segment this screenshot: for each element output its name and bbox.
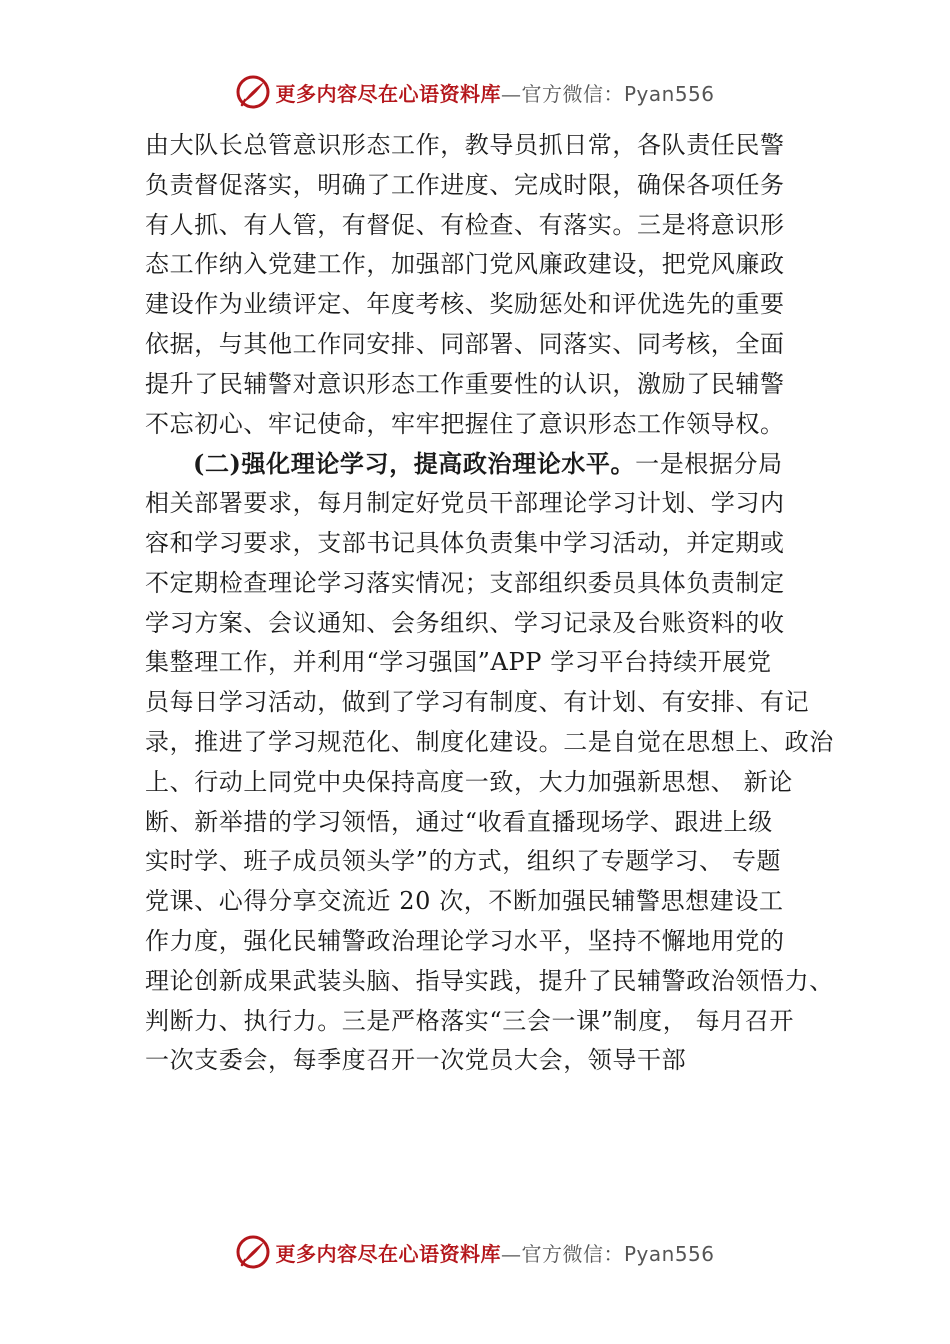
footer-banner <box>0 1232 950 1272</box>
body-line: 作力度，强化民辅警政治理论学习水平，坚持不懈地用党的 <box>145 926 785 955</box>
header-dash: — <box>500 81 522 106</box>
body-line: 有人抓、有人管，有督促、有检查、有落实。三是将意识形 <box>145 210 785 239</box>
body-line: 断、新举措的学习领悟，通过“收看直播现场学、跟进上级 <box>145 807 773 836</box>
header-text <box>275 78 714 107</box>
body-line: 建设作为业绩评定、年度考核、奖励惩处和评优选先的重要 <box>145 290 785 319</box>
header-label: 官方微信： <box>521 81 624 106</box>
footer-text <box>275 1238 714 1267</box>
footer-dash: — <box>500 1241 522 1266</box>
footer-label: 官方微信： <box>521 1241 624 1266</box>
section-2-first-line <box>145 444 825 484</box>
body-line: 党课、心得分享交流近 20 次，不断加强民辅警思想建设工 <box>145 887 784 916</box>
body-line: 实时学、班子成员领头学”的方式，组织了专题学习、 专题 <box>145 847 782 876</box>
quill-logo-icon <box>235 74 271 110</box>
body-line: 由大队长总管意识形态工作，教导员抓日常，各队责任民警 <box>145 131 785 159</box>
body-line: 上、行动上同党中央保持高度一致，大力加强新思想、 新论 <box>145 767 793 796</box>
body-line: 录，推进了学习规范化、制度化建设。二是自觉在思想上、政治 <box>145 727 834 756</box>
body-line: 不忘初心、牢记使命，牢牢把握住了意识形态工作领导权。 <box>145 409 785 438</box>
body-line: 负责督促落实，明确了工作进度、完成时限，确保各项任务 <box>145 170 785 199</box>
header-banner <box>0 72 950 112</box>
body-line: 依据，与其他工作同安排、同部署、同落实、同考核，全面 <box>145 329 785 358</box>
footer-brand: 更多内容尽在心语资料库 <box>275 1241 501 1266</box>
body-line: 容和学习要求，支部书记具体负责集中学习活动，并定期或 <box>145 528 785 557</box>
header-brand: 更多内容尽在心语资料库 <box>275 81 501 106</box>
body-line: 集整理工作，并利用“学习强国”APP 学习平台持续开展党 <box>145 648 772 677</box>
body-line: 不定期检查理论学习落实情况；支部组织委员具体负责制定 <box>145 568 785 597</box>
body-line: 员每日学习活动，做到了学习有制度、有计划、有安排、有记 <box>145 688 810 717</box>
body-line: 判断力、执行力。三是严格落实“三会一课”制度， 每月召开 <box>145 1006 794 1035</box>
body-line: 一次支委会，每季度召开一次党员大会，领导干部 <box>145 1046 687 1075</box>
body-line: 相关部署要求，每月制定好党员干部理论学习计划、学习内 <box>145 489 785 518</box>
body-line: 态工作纳入党建工作，加强部门党风廉政建设，把党风廉政 <box>145 250 785 279</box>
section-2-heading: (二)强化理论学习，提高政治理论水平。 <box>193 449 636 479</box>
body-line: 提升了民辅警对意识形态工作重要性的认识，激励了民辅警 <box>145 369 785 398</box>
body-line: 理论创新成果武装头脑、指导实践，提升了民辅警政治领悟力、 <box>145 966 834 995</box>
quill-logo-icon <box>235 1234 271 1270</box>
document-body <box>145 126 834 1081</box>
body-line: 学习方案、会议通知、会务组织、学习记录及台账资料的收 <box>145 608 785 637</box>
section-2-first-line-rest: 一是根据分局 <box>635 450 783 479</box>
header-wechat-id: Pyan556 <box>623 81 715 106</box>
footer-wechat-id: Pyan556 <box>623 1241 715 1266</box>
